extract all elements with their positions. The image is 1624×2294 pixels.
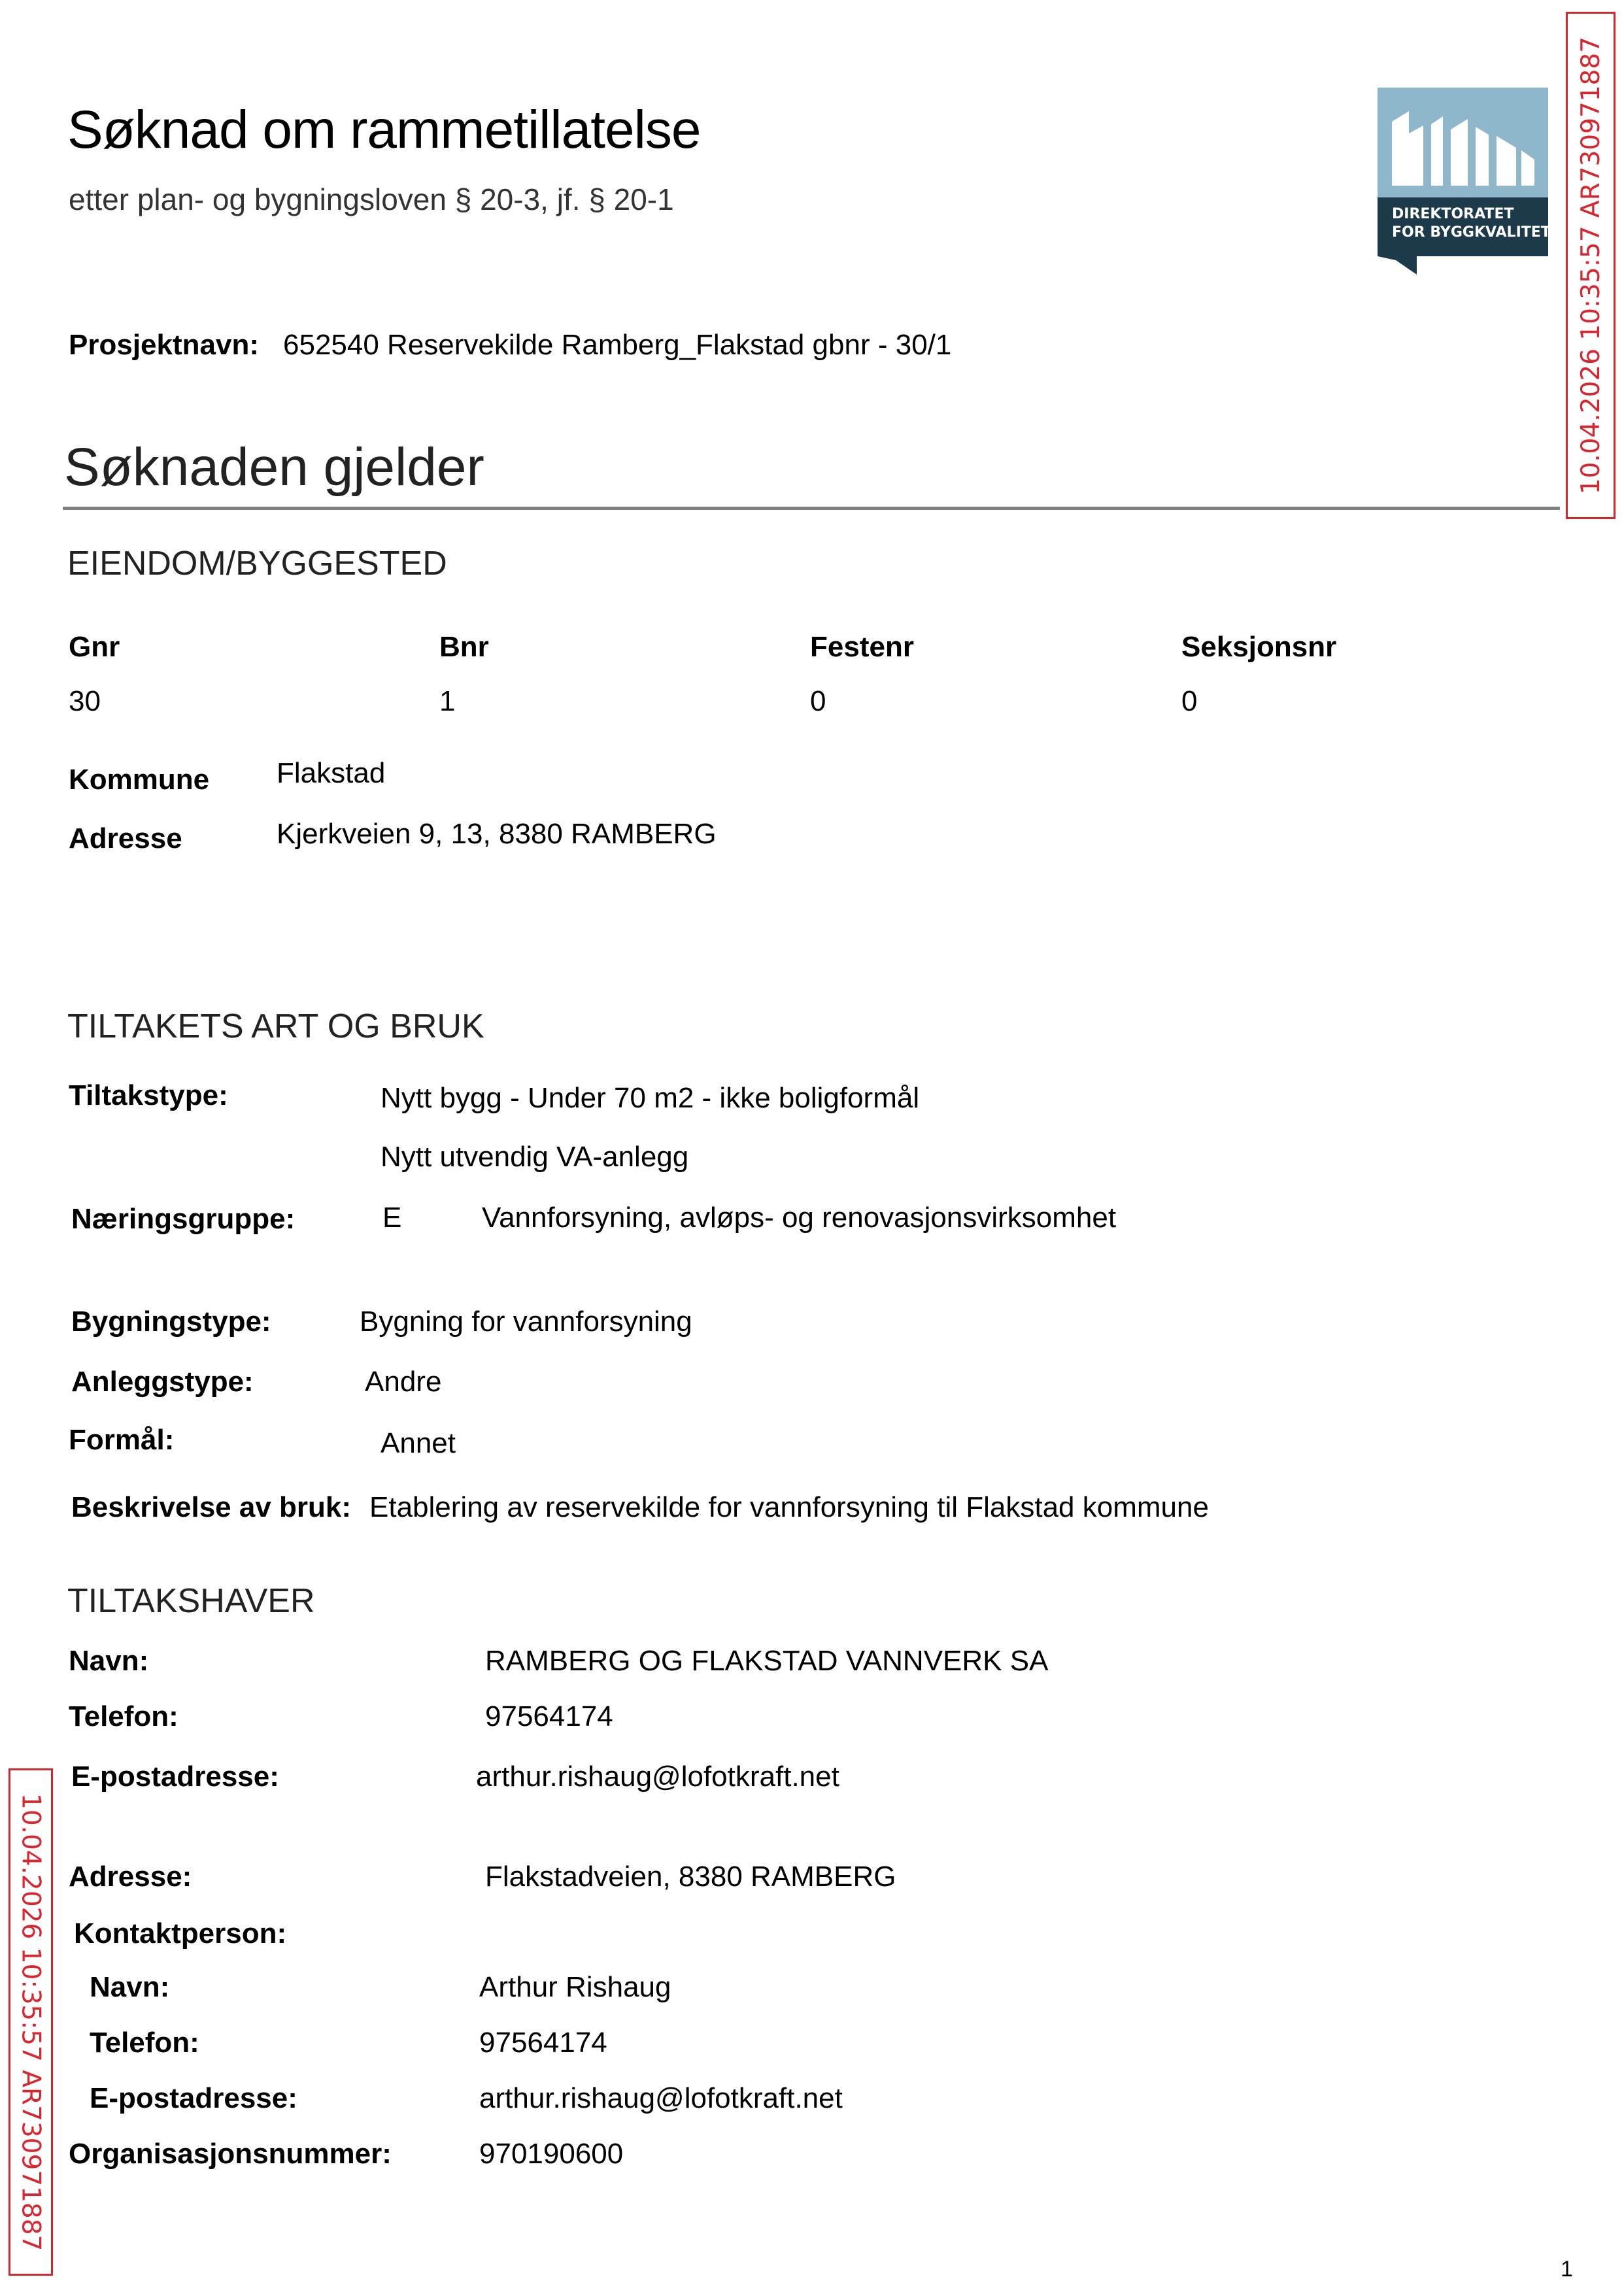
beskrivelse-value: Etablering av reservekilde for vannforsyning til Flakstad kommune	[369, 1491, 1209, 1523]
logo-line-2: FOR BYGGKVALITET	[1392, 224, 1548, 241]
kontakt-navn-label: Navn:	[90, 1971, 170, 2003]
tiltakshaver-heading: TILTAKSHAVER	[67, 1582, 315, 1620]
kontaktperson-label: Kontaktperson:	[74, 1917, 287, 1949]
seksjonsnr-value: 0	[1181, 685, 1198, 717]
kontakt-epost-value: arthur.rishaug@lofotkraft.net	[479, 2082, 843, 2114]
logo-graphic	[1378, 88, 1548, 275]
stamp-text-top: 10.04.2026 10:35:57 AR730971887	[1576, 36, 1606, 495]
tiltakstype-label: Tiltakstype:	[69, 1079, 228, 1111]
project-label: Prosjektnavn:	[69, 329, 259, 361]
naeringsgruppe-code: E	[382, 1202, 402, 1234]
tiltakstype-value-1: Nytt bygg - Under 70 m2 - ikke boligformål	[381, 1082, 920, 1114]
bygningstype-label: Bygningstype:	[71, 1306, 271, 1338]
kontakt-epost-label: E-postadresse:	[90, 2082, 297, 2114]
logo-line-1: DIREKTORATET	[1392, 206, 1514, 222]
adresse-value: Kjerkveien 9, 13, 8380 RAMBERG	[277, 818, 717, 850]
project-name: 652540 Reservekilde Ramberg_Flakstad gbnr - 30/1	[283, 329, 952, 361]
tiltak-heading: TILTAKETS ART OG BRUK	[67, 1007, 484, 1045]
timestamp-stamp-top	[1566, 12, 1616, 519]
orgnr-value: 970190600	[479, 2138, 624, 2170]
kontakt-navn-value: Arthur Rishaug	[479, 1971, 671, 2003]
naeringsgruppe-value: Vannforsyning, avløps- og renovasjonsvirksomhet	[482, 1202, 1117, 1234]
seksjonsnr-label: Seksjonsnr	[1181, 631, 1337, 663]
telefon-label: Telefon:	[69, 1700, 178, 1732]
tiltakstype-value-2: Nytt utvendig VA-anlegg	[381, 1141, 689, 1173]
page-number: 1	[1561, 2257, 1573, 2282]
naeringsgruppe-label: Næringsgruppe:	[71, 1203, 296, 1235]
kontakt-telefon-label: Telefon:	[90, 2027, 199, 2059]
epost-value: arthur.rishaug@lofotkraft.net	[476, 1761, 839, 1793]
beskrivelse-label: Beskrivelse av bruk:	[71, 1491, 352, 1523]
formal-label: Formål:	[69, 1424, 175, 1456]
section-divider	[63, 507, 1560, 510]
epost-label: E-postadresse:	[71, 1761, 279, 1793]
orgnr-label: Organisasjonsnummer:	[69, 2138, 392, 2170]
section-heading: Søknaden gjelder	[64, 437, 484, 497]
bnr-label: Bnr	[439, 631, 489, 663]
timestamp-stamp-bottom	[8, 1768, 53, 2276]
bygningstype-value: Bygning for vannforsyning	[360, 1306, 692, 1338]
document-title: Søknad om rammetillatelse	[67, 100, 701, 160]
telefon-value: 97564174	[485, 1700, 613, 1732]
gnr-label: Gnr	[69, 631, 120, 663]
formal-value: Annet	[381, 1427, 456, 1459]
adresse-label-th: Adresse:	[69, 1861, 192, 1893]
adresse-label: Adresse	[69, 822, 182, 854]
kontakt-telefon-value: 97564174	[479, 2027, 607, 2059]
dibk-logo	[1378, 88, 1548, 275]
anleggstype-label: Anleggstype:	[71, 1366, 254, 1398]
document-subtitle: etter plan- og bygningsloven § 20-3, jf. § 20-1	[69, 182, 674, 216]
navn-label: Navn:	[69, 1645, 149, 1677]
eiendom-heading: EIENDOM/BYGGESTED	[67, 545, 447, 582]
stamp-text-bottom: 10.04.2026 10:35:57 AR730971887	[16, 1793, 46, 2252]
kommune-value: Flakstad	[277, 757, 386, 789]
kommune-label: Kommune	[69, 764, 210, 796]
anleggstype-value: Andre	[365, 1366, 442, 1398]
adresse-value-th: Flakstadveien, 8380 RAMBERG	[485, 1861, 896, 1893]
bnr-value: 1	[439, 685, 456, 717]
festenr-label: Festenr	[810, 631, 914, 663]
gnr-value: 30	[69, 685, 101, 717]
navn-value: RAMBERG OG FLAKSTAD VANNVERK SA	[485, 1645, 1049, 1677]
festenr-value: 0	[810, 685, 826, 717]
